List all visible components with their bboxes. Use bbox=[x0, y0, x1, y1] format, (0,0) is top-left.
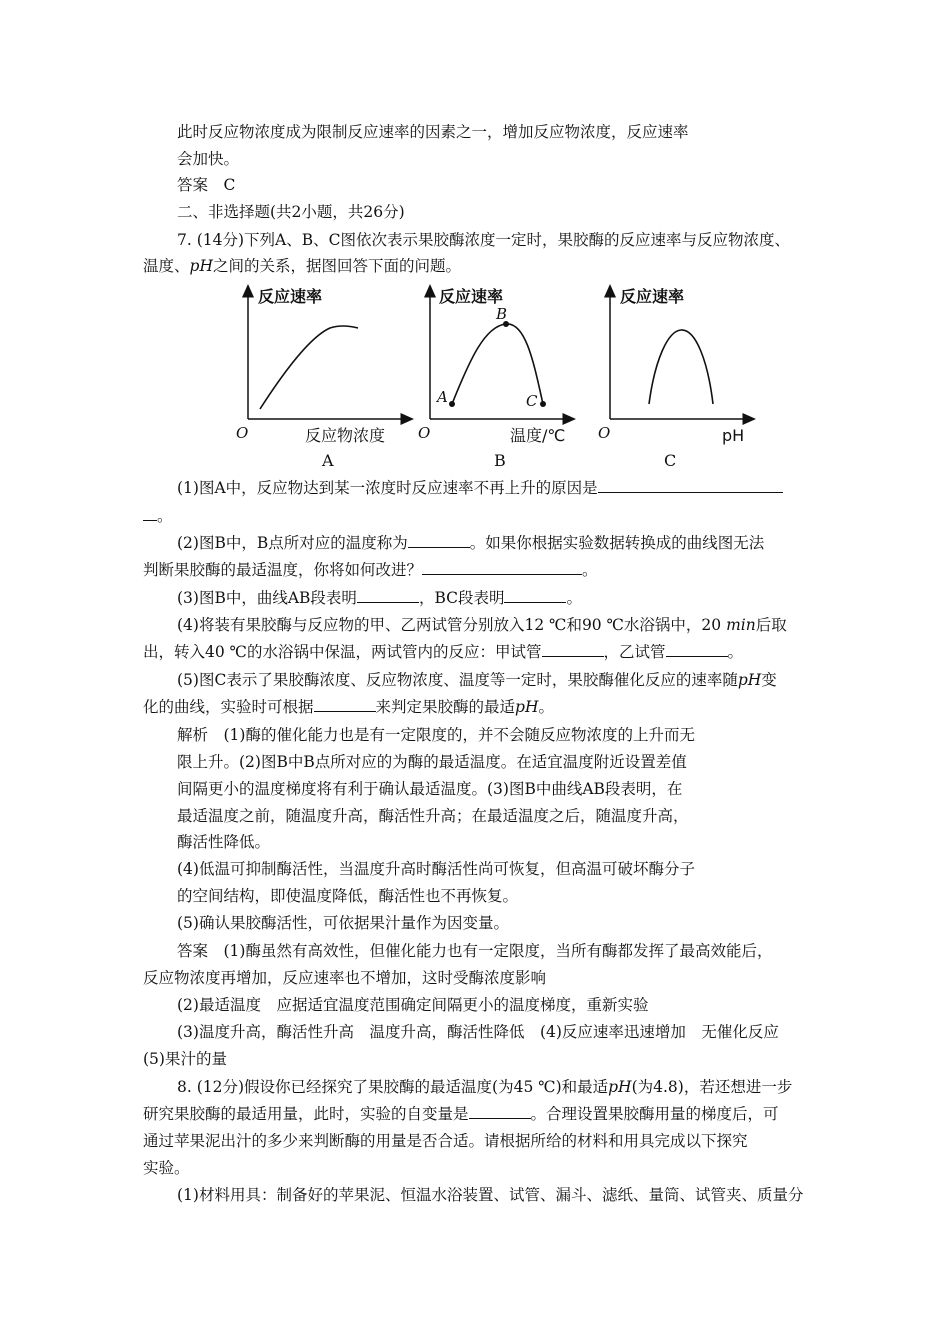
question-8-stem: 8. (12分)假设你已经探究了果胶酶的最适温度(为45 ℃)和最适pH(为4.8)，若还想进一步 bbox=[177, 1078, 793, 1096]
figure-c-origin: O bbox=[598, 424, 611, 442]
answer-blank bbox=[314, 697, 376, 712]
answer-blank bbox=[504, 588, 566, 603]
figure-group bbox=[230, 284, 770, 474]
figure-a-caption: A bbox=[322, 451, 334, 470]
subquestion-4: (4)将装有果胶酶与反应物的甲、乙两试管分别放入12 ℃和90 ℃水浴锅中，20 min后取 bbox=[177, 616, 787, 634]
answer-blank bbox=[357, 588, 419, 603]
figure-c-x-label: pH bbox=[722, 426, 745, 445]
subquestion-5-cont: 化的曲线，实验时可根据 来判定果胶酶的最适pH。 bbox=[143, 698, 554, 716]
subquestion-3: (3)图B中，曲线AB段表明 ，BC段表明 。 bbox=[177, 589, 582, 607]
figure-b-point-c bbox=[540, 401, 546, 407]
text-line: 此时反应物浓度成为限制反应速率的因素之一，增加反应物浓度，反应速率 bbox=[177, 123, 689, 141]
section-heading: 二、非选择题(共2小题，共26分) bbox=[177, 203, 405, 221]
figure-b-label-c: C bbox=[526, 392, 538, 410]
answer-key-line: (5)果汁的量 bbox=[143, 1050, 227, 1068]
figure-b-y-label: 反应速率 bbox=[439, 287, 504, 306]
question-8-line: 实验。 bbox=[143, 1159, 190, 1177]
subquestion-4-cont: 出，转入40 ℃的水浴锅中保温，两试管内的反应：甲试管 ，乙试管 。 bbox=[143, 643, 744, 661]
figure-c-y-label: 反应速率 bbox=[620, 287, 685, 306]
subquestion-2: (2)图B中，B点所对应的温度称为 。如果你根据实验数据转换成的曲线图无法 bbox=[177, 534, 765, 552]
answer-blank bbox=[408, 533, 470, 548]
figure-a bbox=[236, 287, 408, 470]
figure-a-y-label: 反应速率 bbox=[258, 287, 323, 306]
question-7-stem-2: 温度、pH之间的关系，据图回答下面的问题。 bbox=[143, 257, 461, 275]
analysis-line: 间隔更小的温度梯度将有利于确认最适温度。(3)图B中曲线AB段表明，在 bbox=[177, 780, 683, 798]
answer-key-line: 反应物浓度再增加，反应速率也不增加，这时受酶浓度影响 bbox=[143, 969, 547, 987]
question-7-stem: 7. (14分)下列A、B、C图依次表示果胶酶浓度一定时，果胶酶的反应速率与反应物浓度、 bbox=[177, 231, 790, 249]
analysis-line: 最适温度之前，随温度升高，酶活性升高；在最适温度之后，随温度升高， bbox=[177, 807, 689, 825]
figure-b-point-a bbox=[449, 401, 455, 407]
figure-b-x-label: 温度/℃ bbox=[510, 426, 566, 445]
figure-c bbox=[598, 287, 750, 470]
answer-blank bbox=[422, 560, 582, 575]
text-line: 会加快。 bbox=[177, 150, 240, 168]
answer-blank bbox=[598, 478, 783, 493]
question-8-line: 通过苹果泥出汁的多少来判断酶的用量是否合适。请根据所给的材料和用具完成以下探究 bbox=[143, 1132, 748, 1150]
answer-key-line: 答案 (1)酶虽然有高效性，但催化能力也有一定限度，当所有酶都发挥了最高效能后， bbox=[177, 942, 773, 960]
answer-blank bbox=[143, 506, 157, 521]
figure-a-x-label: 反应物浓度 bbox=[305, 426, 386, 445]
subquestion-2-cont: 判断果胶酶的最适温度，你将如何改进？ 。 bbox=[143, 561, 598, 579]
answer-blank bbox=[542, 642, 604, 657]
answer-key-line: (3)温度升高，酶活性升高 温度升高，酶活性降低 (4)反应速率迅速增加 无催化反应 bbox=[177, 1023, 779, 1041]
analysis-line: (5)确认果胶酶活性，可依据果汁量作为因变量。 bbox=[177, 914, 509, 932]
figure-c-caption: C bbox=[664, 451, 677, 470]
figure-b-label-a: A bbox=[437, 388, 448, 406]
analysis-line: 解析 (1)酶的催化能力也是有一定限度的，并不会随反应物浓度的上升而无 bbox=[177, 726, 695, 744]
analysis-line: 限上升。(2)图B中B点所对应的为酶的最适温度。在适宜温度附近设置差值 bbox=[177, 753, 687, 771]
question-8-line: (1)材料用具：制备好的苹果泥、恒温水浴装置、试管、漏斗、滤纸、量筒、试管夹、质量分 bbox=[177, 1186, 804, 1204]
subquestion-1: (1)图A中，反应物达到某一浓度时反应速率不再上升的原因是 bbox=[177, 478, 783, 498]
figure-a-curve bbox=[260, 326, 358, 409]
answer-blank bbox=[666, 642, 728, 657]
answer-6: 答案 C bbox=[177, 176, 236, 194]
figure-b-origin: O bbox=[418, 424, 431, 442]
analysis-line: (4)低温可抑制酶活性，当温度升高时酶活性尚可恢复，但高温可破坏酶分子 bbox=[177, 860, 695, 878]
figure-b-caption: B bbox=[494, 451, 506, 470]
question-8-line: 研究果胶酶的最适用量，此时，实验的自变量是 。合理设置果胶酶用量的梯度后，可 bbox=[143, 1105, 779, 1123]
figure-a-origin: O bbox=[236, 424, 249, 442]
figure-b-label-b: B bbox=[496, 305, 508, 323]
subquestion-1-cont: 。 bbox=[143, 506, 173, 526]
figure-b bbox=[418, 287, 570, 470]
answer-blank bbox=[469, 1104, 531, 1119]
analysis-line: 酶活性降低。 bbox=[177, 833, 271, 851]
answer-key-line: (2)最适温度 应据适宜温度范围确定间隔更小的温度梯度，重新实验 bbox=[177, 996, 649, 1014]
analysis-line: 的空间结构，即使温度降低，酶活性也不再恢复。 bbox=[177, 887, 519, 905]
subquestion-5: (5)图C表示了果胶酶浓度、反应物浓度、温度等一定时，果胶酶催化反应的速率随pH变 bbox=[177, 671, 777, 689]
figure-c-curve bbox=[649, 330, 713, 404]
